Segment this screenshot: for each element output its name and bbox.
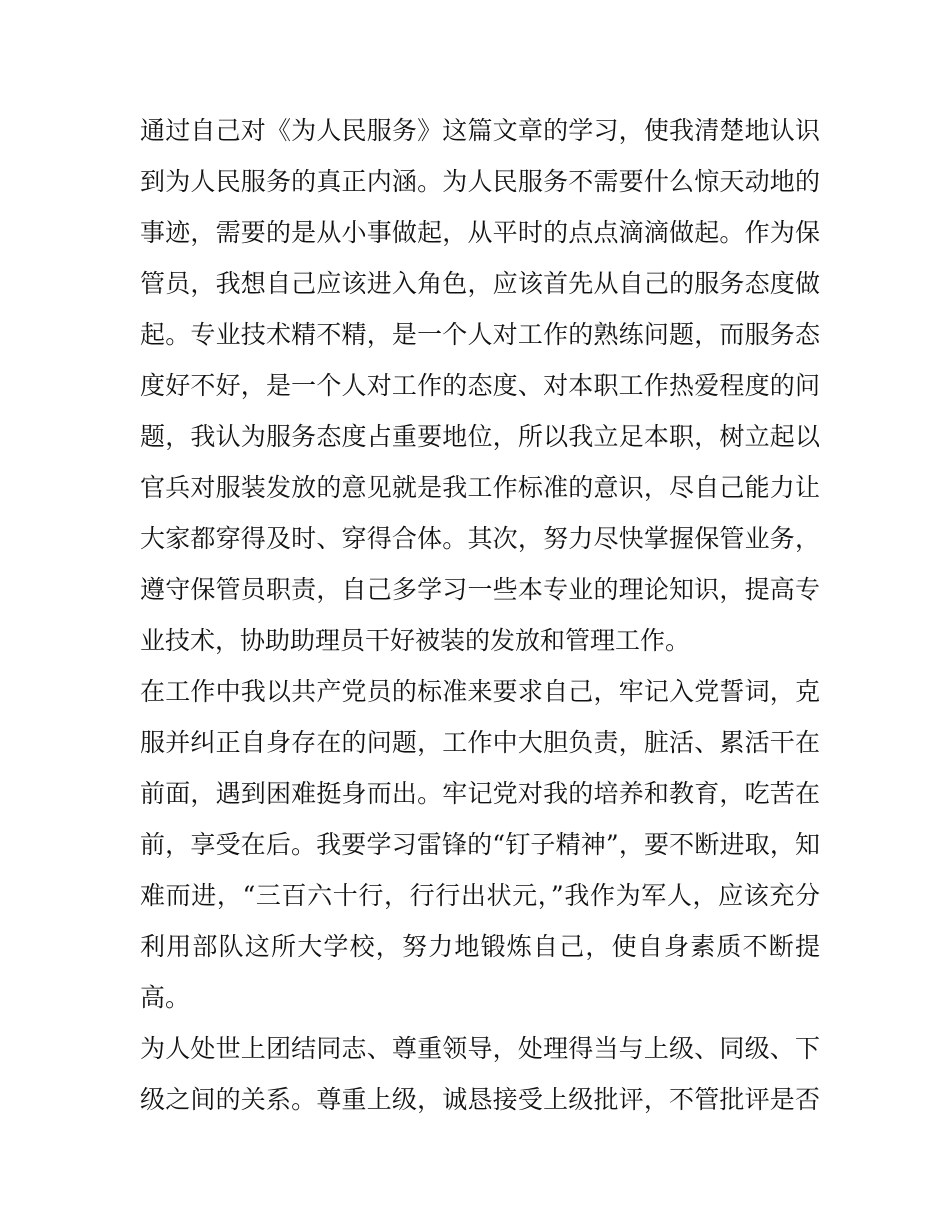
text-line: 在工作中我以共产党员的标准来要求自己，牢记入党誓词，克 <box>140 677 820 706</box>
text-line: 级之间的关系。尊重上级，诚恳接受上级批评，不管批评是否 <box>140 1085 820 1114</box>
text-line: 前，享受在后。我要学习雷锋的“钉子精神”，要不断进取，知 <box>140 830 820 859</box>
text-line: 管员，我想自己应该进入角色，应该首先从自己的服务态度做 <box>140 269 820 298</box>
text-line: 起。专业技术精不精，是一个人对工作的熟练问题，而服务态 <box>140 320 820 349</box>
text-line: 官兵对服装发放的意见就是我工作标准的意识，尽自己能力让 <box>140 473 820 502</box>
text-line: 通过自己对《为人民服务》这篇文章的学习，使我清楚地认识 <box>140 116 820 145</box>
text-line: 事迹，需要的是从小事做起，从平时的点点滴滴做起。作为保 <box>140 218 820 247</box>
text-line: 大家都穿得及时、穿得合体。其次，努力尽快掌握保管业务， <box>140 524 820 553</box>
text-line: 难而进，“三百六十行，行行出状元，”我作为军人，应该充分 <box>140 881 820 910</box>
text-line: 遵守保管员职责，自己多学习一些本专业的理论知识，提高专 <box>140 575 820 604</box>
document-body <box>140 105 820 1125</box>
text-line: 为人处世上团结同志、尊重领导，处理得当与上级、同级、下 <box>140 1034 820 1063</box>
paragraph-1 <box>140 105 820 666</box>
text-line: 度好不好，是一个人对工作的态度、对本职工作热爱程度的问 <box>140 371 820 400</box>
text-line: 业技术，协助助理员干好被装的发放和管理工作。 <box>140 626 691 655</box>
text-line: 题，我认为服务态度占重要地位，所以我立足本职，树立起以 <box>140 422 820 451</box>
text-line: 高。 <box>140 983 191 1012</box>
paragraph-3 <box>140 1023 820 1125</box>
text-line: 到为人民服务的真正内涵。为人民服务不需要什么惊天动地的 <box>140 167 820 196</box>
text-line: 利用部队这所大学校，努力地锻炼自己，使自身素质不断提 <box>140 932 820 961</box>
text-line: 服并纠正自身存在的问题，工作中大胆负责，脏活、累活干在 <box>140 728 820 757</box>
text-line: 前面，遇到困难挺身而出。牢记党对我的培养和教育，吃苦在 <box>140 779 820 808</box>
paragraph-2 <box>140 666 820 1023</box>
